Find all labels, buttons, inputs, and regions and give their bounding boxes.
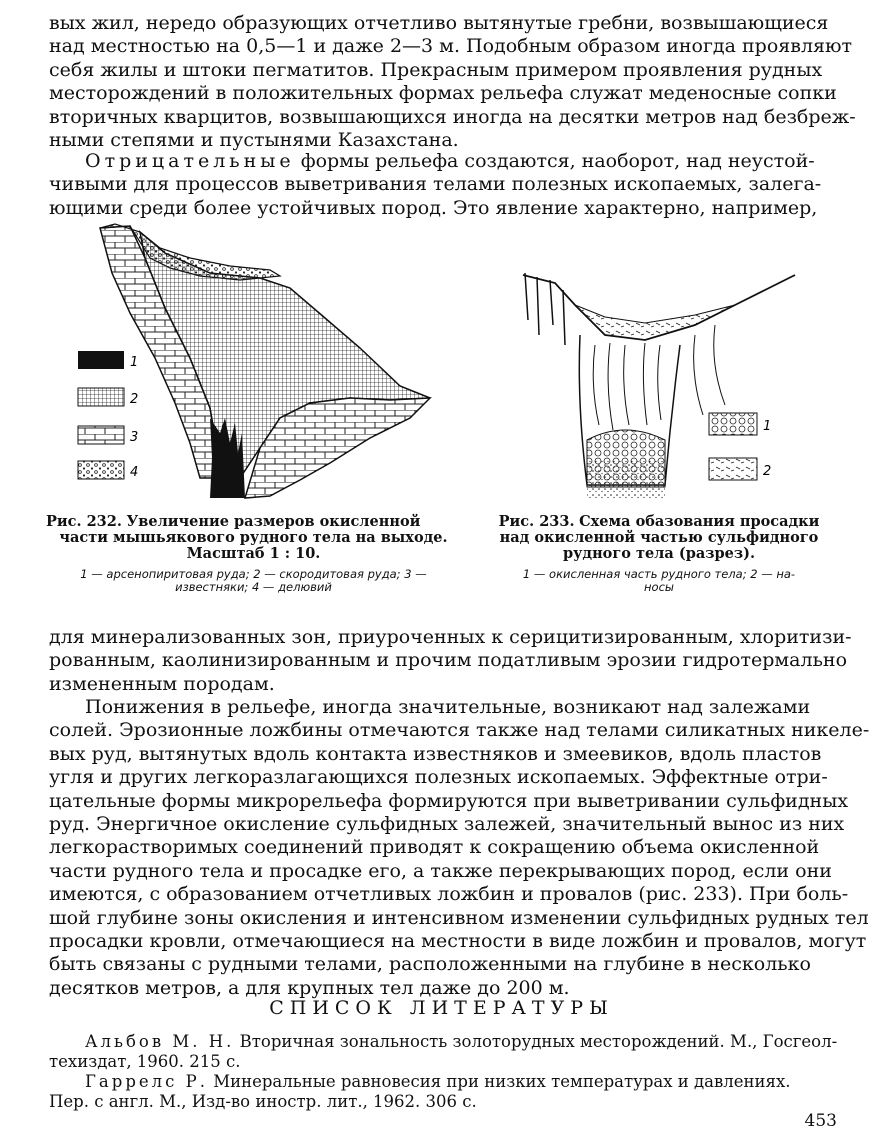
text-line: цательные формы микрорельефа формируются при выветривании сульфидных bbox=[49, 789, 849, 812]
text-line: быть связаны с рудными телами, расположенными на глубине в несколько bbox=[49, 953, 811, 976]
figure-232-legend bbox=[46, 568, 461, 594]
figure-232-caption bbox=[46, 514, 461, 562]
caption-line: рудного тела (разрез). bbox=[562, 545, 756, 562]
legend-number: 2 bbox=[763, 464, 772, 479]
text-line: просадки кровли, отмечающиеся на местности в виде ложбин и провалов, могут bbox=[49, 930, 867, 953]
reference-line: Пер. с англ. М., Изд-во иностр. лит., 1962. 306 с. bbox=[49, 1092, 477, 1111]
reference-line bbox=[49, 1032, 838, 1052]
caption-line: Масштаб 1 : 10. bbox=[186, 545, 321, 562]
second-paragraph bbox=[49, 150, 833, 220]
legend-number: 3 bbox=[130, 430, 139, 445]
legend-swatch-scorodite bbox=[78, 388, 124, 406]
legend-line: носы bbox=[644, 580, 674, 594]
text-line: руд. Энергичное окисление сульфидных залежей, значительный вынос из них bbox=[49, 813, 845, 836]
text-line bbox=[49, 150, 833, 173]
text-line: над местностью на 0,5—1 и даже 2—3 м. Подобным образом иногда проявляют bbox=[49, 35, 853, 58]
text-line: ющими среди более устойчивых пород. Это явление характерно, например, bbox=[49, 196, 818, 219]
text-line: вых жил, нередо образующих отчетливо вытянутые гребни, возвышающиеся bbox=[49, 12, 829, 34]
legend-line: известняки; 4 — делювий bbox=[175, 580, 332, 594]
reference-author: Альбов М. Н. bbox=[85, 1032, 235, 1051]
text-line: для минерализованных зон, приуроченных к серицитизированным, хлоритизи- bbox=[49, 626, 852, 648]
text-line: измененным породам. bbox=[49, 672, 275, 695]
caption-text: Схема обазования просадки bbox=[579, 513, 820, 530]
legend-swatch-deluvium bbox=[78, 461, 124, 479]
references-heading: СПИСОК ЛИТЕРАТУРЫ bbox=[269, 997, 614, 1019]
caption-title: Рис. 232. bbox=[46, 513, 122, 530]
legend-line: 1 — арсенопиритовая руда; 2 — скородитовая руда; 3 — bbox=[80, 567, 427, 581]
figure-232-drawing bbox=[70, 218, 450, 503]
text-line: себя жилы и штоки пегматитов. Прекрасным примером проявления рудных bbox=[49, 58, 823, 81]
caption-line bbox=[46, 514, 461, 530]
text-line: чивыми для процессов выветривания телами полезных ископаемых, залега- bbox=[49, 173, 822, 196]
reference-line: техиздат, 1960. 215 с. bbox=[49, 1052, 241, 1071]
legend-swatch-limestone bbox=[78, 426, 124, 444]
legend-swatch-oxidized bbox=[709, 413, 757, 435]
caption-text: Увеличение размеров окисленной bbox=[126, 513, 421, 530]
legend-number: 1 bbox=[130, 355, 139, 370]
fourth-paragraph bbox=[49, 696, 870, 1000]
legend-swatch-arsenopyrite bbox=[78, 351, 124, 369]
spaced-word: Отрицательные bbox=[85, 150, 295, 172]
figure-233-drawing bbox=[495, 265, 815, 505]
legend-number: 2 bbox=[130, 392, 139, 407]
reference-text: Минеральные равновесия при низких температурах и давлениях. bbox=[207, 1072, 791, 1091]
caption-line bbox=[483, 514, 835, 530]
text-line: шой глубине зоны окисления и интенсивном изменении сульфидных рудных тел bbox=[49, 906, 869, 929]
text-line: рованным, каолинизированным и прочим податливым эрозии гидротермально bbox=[49, 649, 848, 672]
text-line: месторождений в положительных формах рельефа служат меденосные сопки bbox=[49, 82, 837, 105]
continuation-paragraph bbox=[49, 626, 852, 696]
text-line: солей. Эрозионные ложбины отмечаются также над телами силикатных никеле- bbox=[49, 719, 870, 742]
top-paragraph bbox=[49, 12, 856, 152]
text-line: угля и других легкоразлагающихся полезных ископаемых. Эффектные отри- bbox=[49, 766, 828, 789]
text-line: вторичных кварцитов, возвышающихся иногда на десятки метров над безбреж- bbox=[49, 105, 856, 128]
reference-item bbox=[49, 1032, 838, 1072]
text-line: легкорастворимых соединений приводят к сокращению объема окисленной bbox=[49, 836, 820, 859]
text-line: части рудного тела и просадке его, а также перекрывающих пород, если они bbox=[49, 859, 832, 882]
caption-title: Рис. 233. bbox=[498, 513, 575, 530]
legend-number: 4 bbox=[130, 465, 139, 480]
figure-233-legend bbox=[483, 568, 835, 594]
text-line: вых руд, вытянутых вдоль контакта известняков и змеевиков, вдоль пластов bbox=[49, 742, 822, 765]
figure-233-caption bbox=[483, 514, 835, 562]
caption-line: части мышьякового рудного тела на выходе. bbox=[59, 529, 448, 546]
text-line: Понижения в рельефе, иногда значительные, возникают над залежами bbox=[85, 696, 811, 718]
legend-line: 1 — окисленная часть рудного тела; 2 — на- bbox=[522, 567, 796, 581]
reference-line bbox=[49, 1072, 833, 1092]
legend-number: 1 bbox=[763, 419, 772, 434]
reference-item bbox=[49, 1072, 833, 1112]
text-line: десятков метров, а для крупных тел даже до 200 м. bbox=[49, 976, 570, 999]
caption-line: над окисленной частью сульфидного bbox=[499, 529, 819, 546]
reference-author: Гаррелс Р. bbox=[85, 1072, 208, 1091]
reference-text: Вторичная зональность золоторудных месторождений. М., Госгеол- bbox=[234, 1032, 838, 1051]
text-fragment: формы рельефа создаются, наоборот, над неустой- bbox=[294, 150, 815, 172]
text-line: ными степями и пустынями Казахстана. bbox=[49, 129, 459, 152]
legend-swatch-sediments bbox=[709, 458, 757, 480]
text-line: имеются, с образованием отчетливых ложбин и провалов (рис. 233). При боль- bbox=[49, 883, 849, 906]
page-number: 453 bbox=[804, 1111, 837, 1131]
